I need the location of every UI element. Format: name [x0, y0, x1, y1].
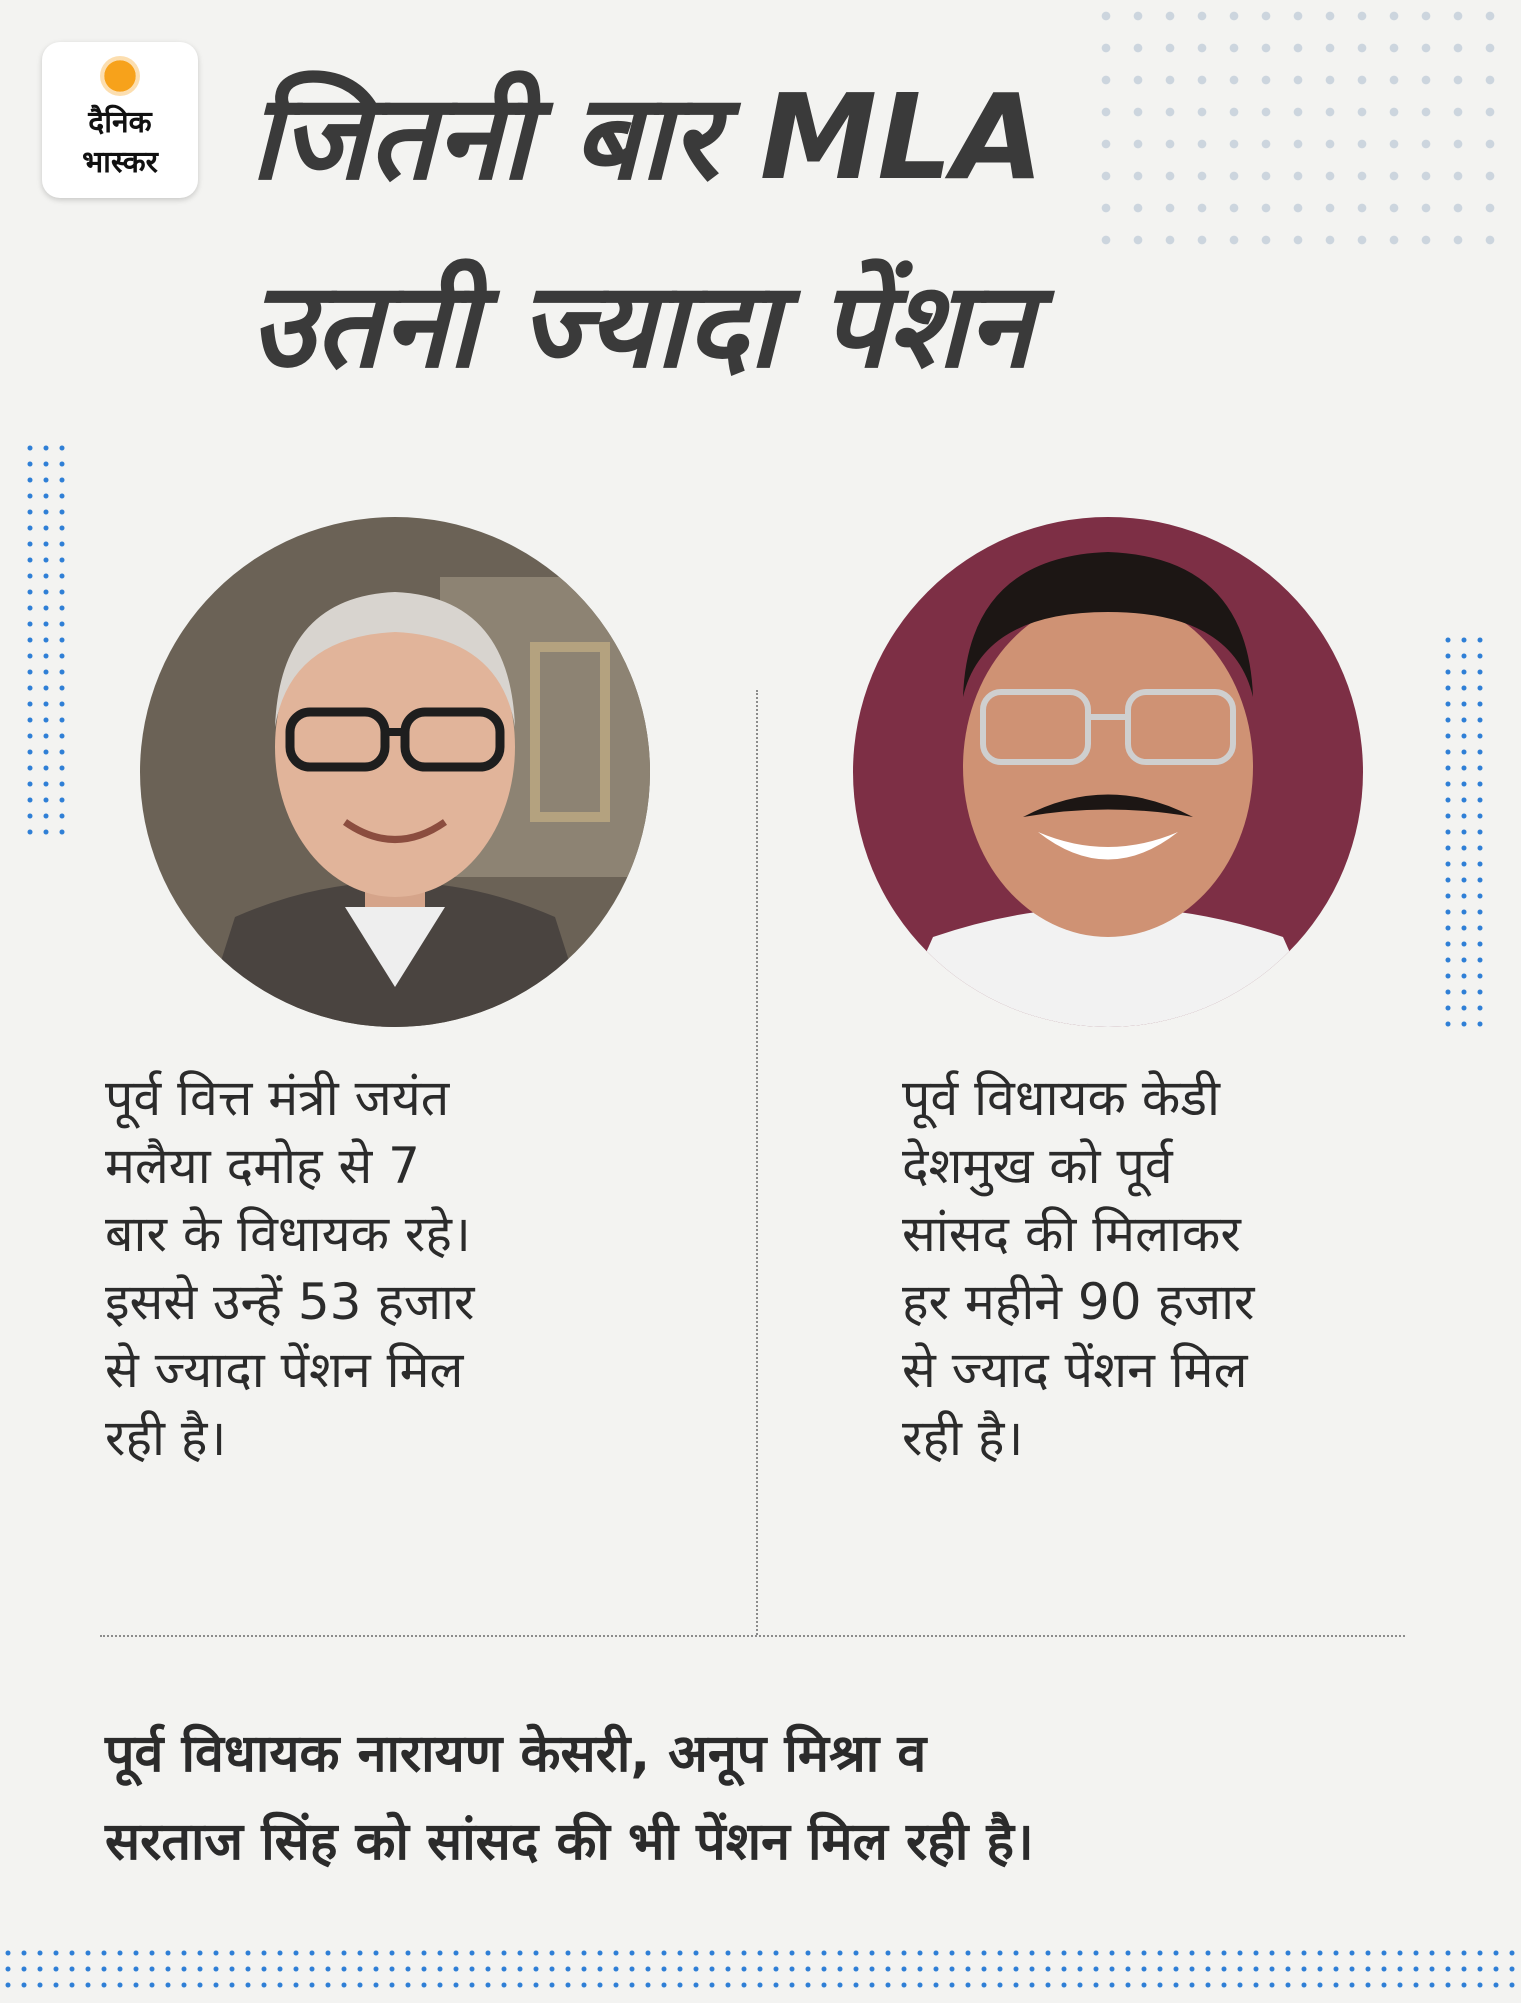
portrait-right [853, 517, 1363, 1027]
portrait-left-image [140, 517, 650, 1027]
dainik-bhaskar-logo [42, 42, 198, 198]
logo-text-line2: भास्कर [82, 145, 158, 180]
portrait-right-image [853, 517, 1363, 1027]
horizontal-divider [100, 1635, 1405, 1637]
caption-left: पूर्व वित्त मंत्री जयंत मलैया दमोह से 7 बार के विधायक रहे। इससे उन्हें 53 हजार से ज्यादा पेंशन मिल रही है। [105, 1069, 475, 1467]
headline-line-2: उतनी ज्यादा पेंशन [250, 256, 1033, 394]
portrait-left [140, 517, 650, 1027]
caption-right: पूर्व विधायक केडी देशमुख को पूर्व सांसद की मिलाकर हर महीने 90 हजार से ज्याद पेंशन मिल रही है। [902, 1069, 1255, 1467]
decorative-dots-bottom [0, 1945, 1521, 1993]
headline-line-1: जितनी बार MLA [250, 68, 1044, 206]
footer-note: पूर्व विधायक नारायण केसरी, अनूप मिश्रा व सरताज सिंह को सांसद की भी पेंशन मिल रही है। [105, 1724, 1034, 1872]
vertical-divider [756, 690, 758, 1635]
decorative-dots-right [1440, 632, 1488, 1032]
decorative-dots-left [22, 440, 70, 840]
logo-text-line1: दैनिक [88, 105, 152, 140]
sun-icon [100, 56, 140, 96]
